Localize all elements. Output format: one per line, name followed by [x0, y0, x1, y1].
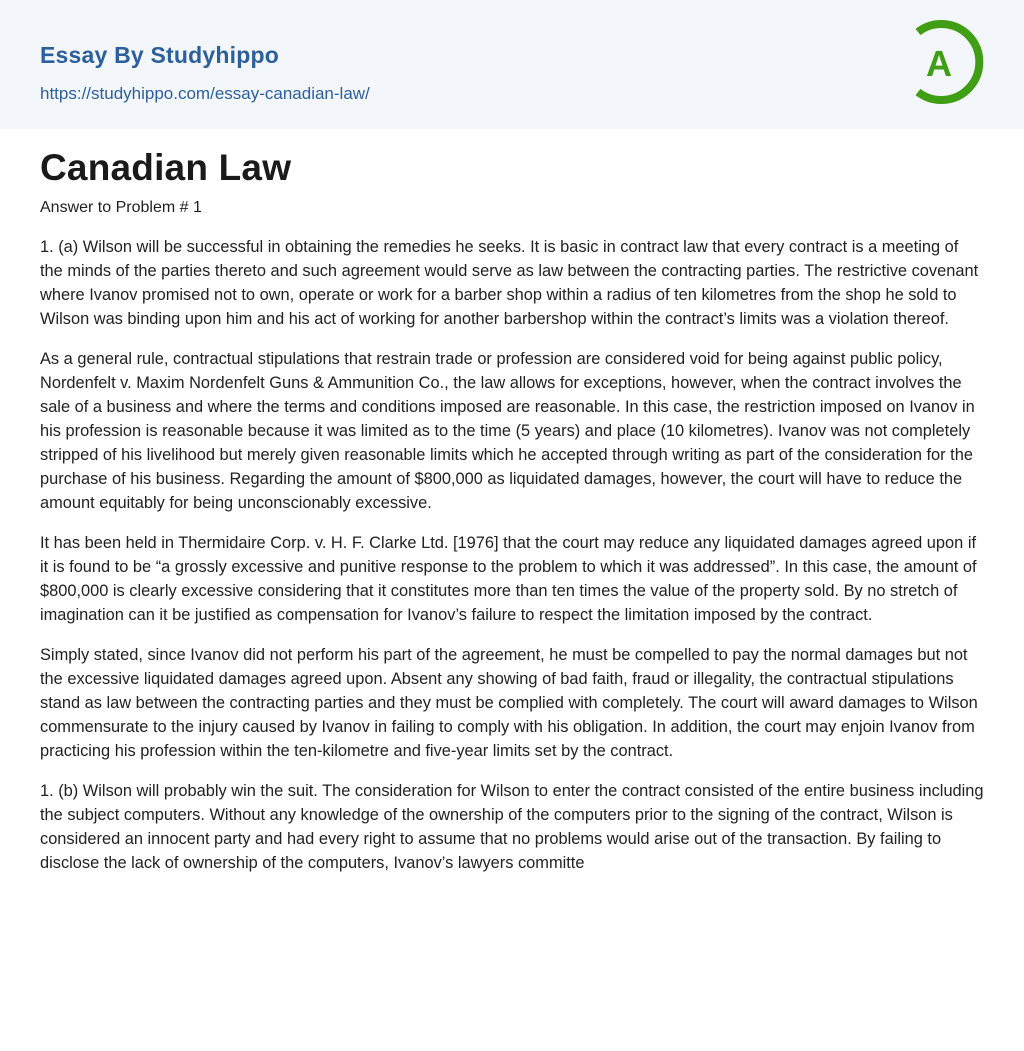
- paragraph-1b: 1. (b) Wilson will probably win the suit. The consideration for Wilson to enter the contract consisted of the entire business including the subject computers. Without any knowledge of the ownership of the computers prior to the signing of the contract, Wilson is considered an innocent party and had every right to assume that no problems would arise out of the transaction. By failing to disclose the lack of ownership of the computers, Ivanov’s lawyers committe: [40, 782, 984, 872]
- site-header: [0, 0, 1024, 129]
- page-title: Canadian Law: [40, 147, 292, 188]
- article: [40, 146, 984, 875]
- article-subtitle: Answer to Problem # 1: [40, 199, 202, 216]
- studyhippo-logo-icon[interactable]: [908, 18, 988, 106]
- paragraph-thermidaire: It has been held in Thermidaire Corp. v. H. F. Clarke Ltd. [1976] that the court may reduce any liquidated damages agreed upon if it is found to be “a grossly excessive and punitive response to the problem to which it was addressed”. In this case, the amount of $800,000 is clearly excessive considering that it constitutes more than ten times the value of the property sold. By no stretch of imagination can it be justified as compensation for Ivanov’s failure to respect the limitation imposed by the contract.: [40, 534, 977, 624]
- paragraph-simply-stated: Simply stated, since Ivanov did not perform his part of the agreement, he must be compelled to pay the normal damages but not the excessive liquidated damages agreed upon. Absent any showing of bad faith, fraud or illegality, the contractual stipulations stand as law between the contracting parties and they must be complied with completely. The court will award damages to Wilson commensurate to the injury caused by Ivanov in failing to comply with his obligation. In addition, the court may enjoin Ivanov from practicing his profession within the ten-kilometre and five-year limits set by the contract.: [40, 646, 978, 760]
- svg-text:A: A: [926, 43, 952, 84]
- site-title: Essay By Studyhippo: [40, 42, 279, 68]
- paragraph-general-rule: As a general rule, contractual stipulations that restrain trade or profession are considered void for being against public policy, Nordenfelt v. Maxim Nordenfelt Guns & Ammunition Co., the law allows for exceptions, however, when the contract involves the sale of a business and where the terms and conditions imposed are reasonable. In this case, the restriction imposed on Ivanov in his profession is reasonable because it was limited as to the time (5 years) and place (10 kilometres). Ivanov was not completely stripped of his livelihood but merely given reasonable limits which he accepted through writing as part of the consideration for the purchase of his business. Regarding the amount of $800,000 as liquidated damages, however, the court will have to reduce the amount equitably for being unconscionably excessive.: [40, 350, 975, 512]
- essay-url-link[interactable]: https://studyhippo.com/essay-canadian-law/: [40, 84, 370, 103]
- paragraph-1a: 1. (a) Wilson will be successful in obtaining the remedies he seeks. It is basic in contract law that every contract is a meeting of the minds of the parties thereto and such agreement would serve as law between the contracting parties. The restrictive covenant where Ivanov promised not to own, operate or work for a barber shop within a radius of ten kilometres from the shop he sold to Wilson was binding upon him and his act of working for another barbershop within the contract’s limits was a violation thereof.: [40, 238, 979, 328]
